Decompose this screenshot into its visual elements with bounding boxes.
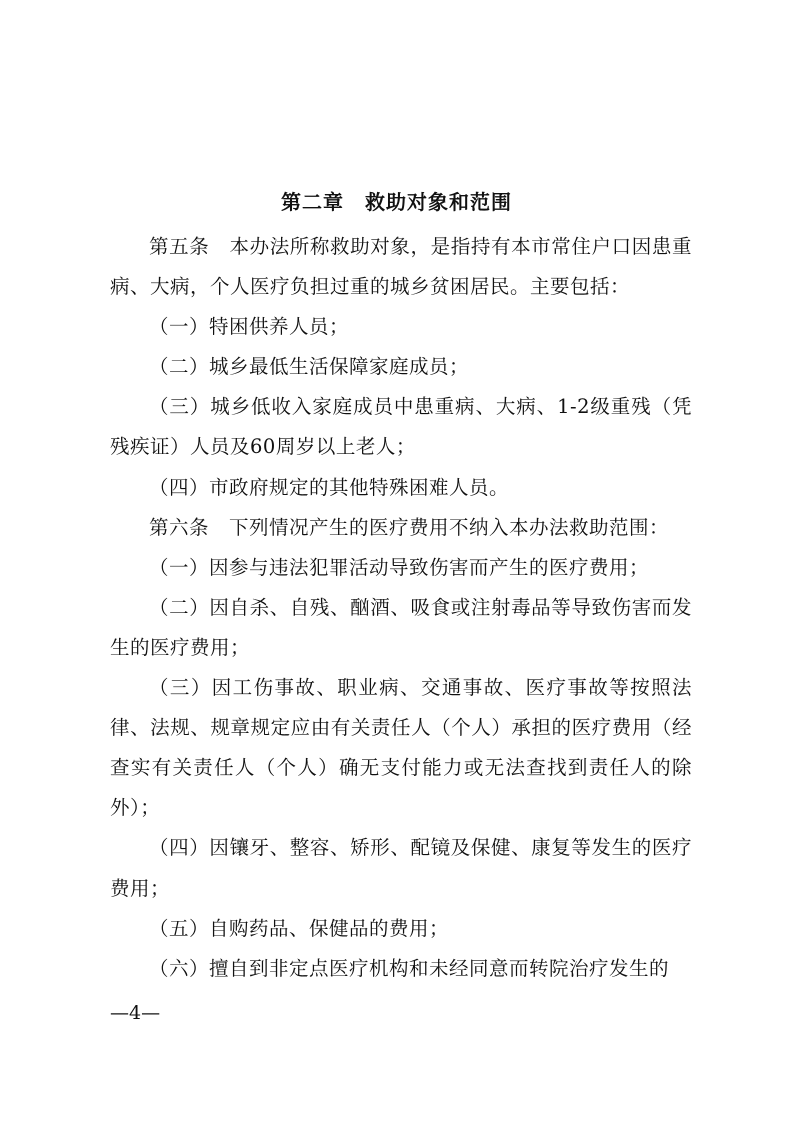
article-6-intro: 第六条 下列情况产生的医疗费用不纳入本办法救助范围： [149,515,670,539]
article-6-item-6: （六）擅自到非定点医疗机构和未经同意而转院治疗发生的 [149,956,670,980]
article-6-item-4: （四）因镶牙、整容、矫形、配镜及保健、康复等发生的医疗费用； [110,836,692,900]
document-body [110,227,692,989]
article-6-item-2: （二）因自杀、自残、酗酒、吸食或注射毒品等导致伤害而发生的医疗费用； [110,595,692,659]
article-5-item-4: （四）市政府规定的其他特殊困难人员。 [149,475,510,499]
article-6-item-1: （一）因参与违法犯罪活动导致伤害而产生的医疗费用； [149,555,650,579]
page-number: —4— [110,1002,161,1024]
article-5-intro: 第五条 本办法所称救助对象，是指持有本市常住户口因患重病、大病，个人医疗负担过重的城乡贫困居民。主要包括： [110,235,692,299]
article-6-item-5: （五）自购药品、保健品的费用； [149,916,450,940]
article-5-item-1: （一）特困供养人员； [149,315,350,339]
chapter-title: 第二章 救助对象和范围 [281,190,512,214]
article-6-item-3: （三）因工伤事故、职业病、交通事故、医疗事故等按照法律、法规、规章规定应由有关责任人（个人）承担的医疗费用（经查实有关责任人（个人）确无支付能力或无法查找到责任人的除外）； [110,676,692,820]
article-5-item-3: （三）城乡低收入家庭成员中患重病、大病、1-2级重残（凭残疾证）人员及60周岁以上老人； [110,395,692,459]
article-5-item-2: （二）城乡最低生活保障家庭成员； [149,355,470,379]
